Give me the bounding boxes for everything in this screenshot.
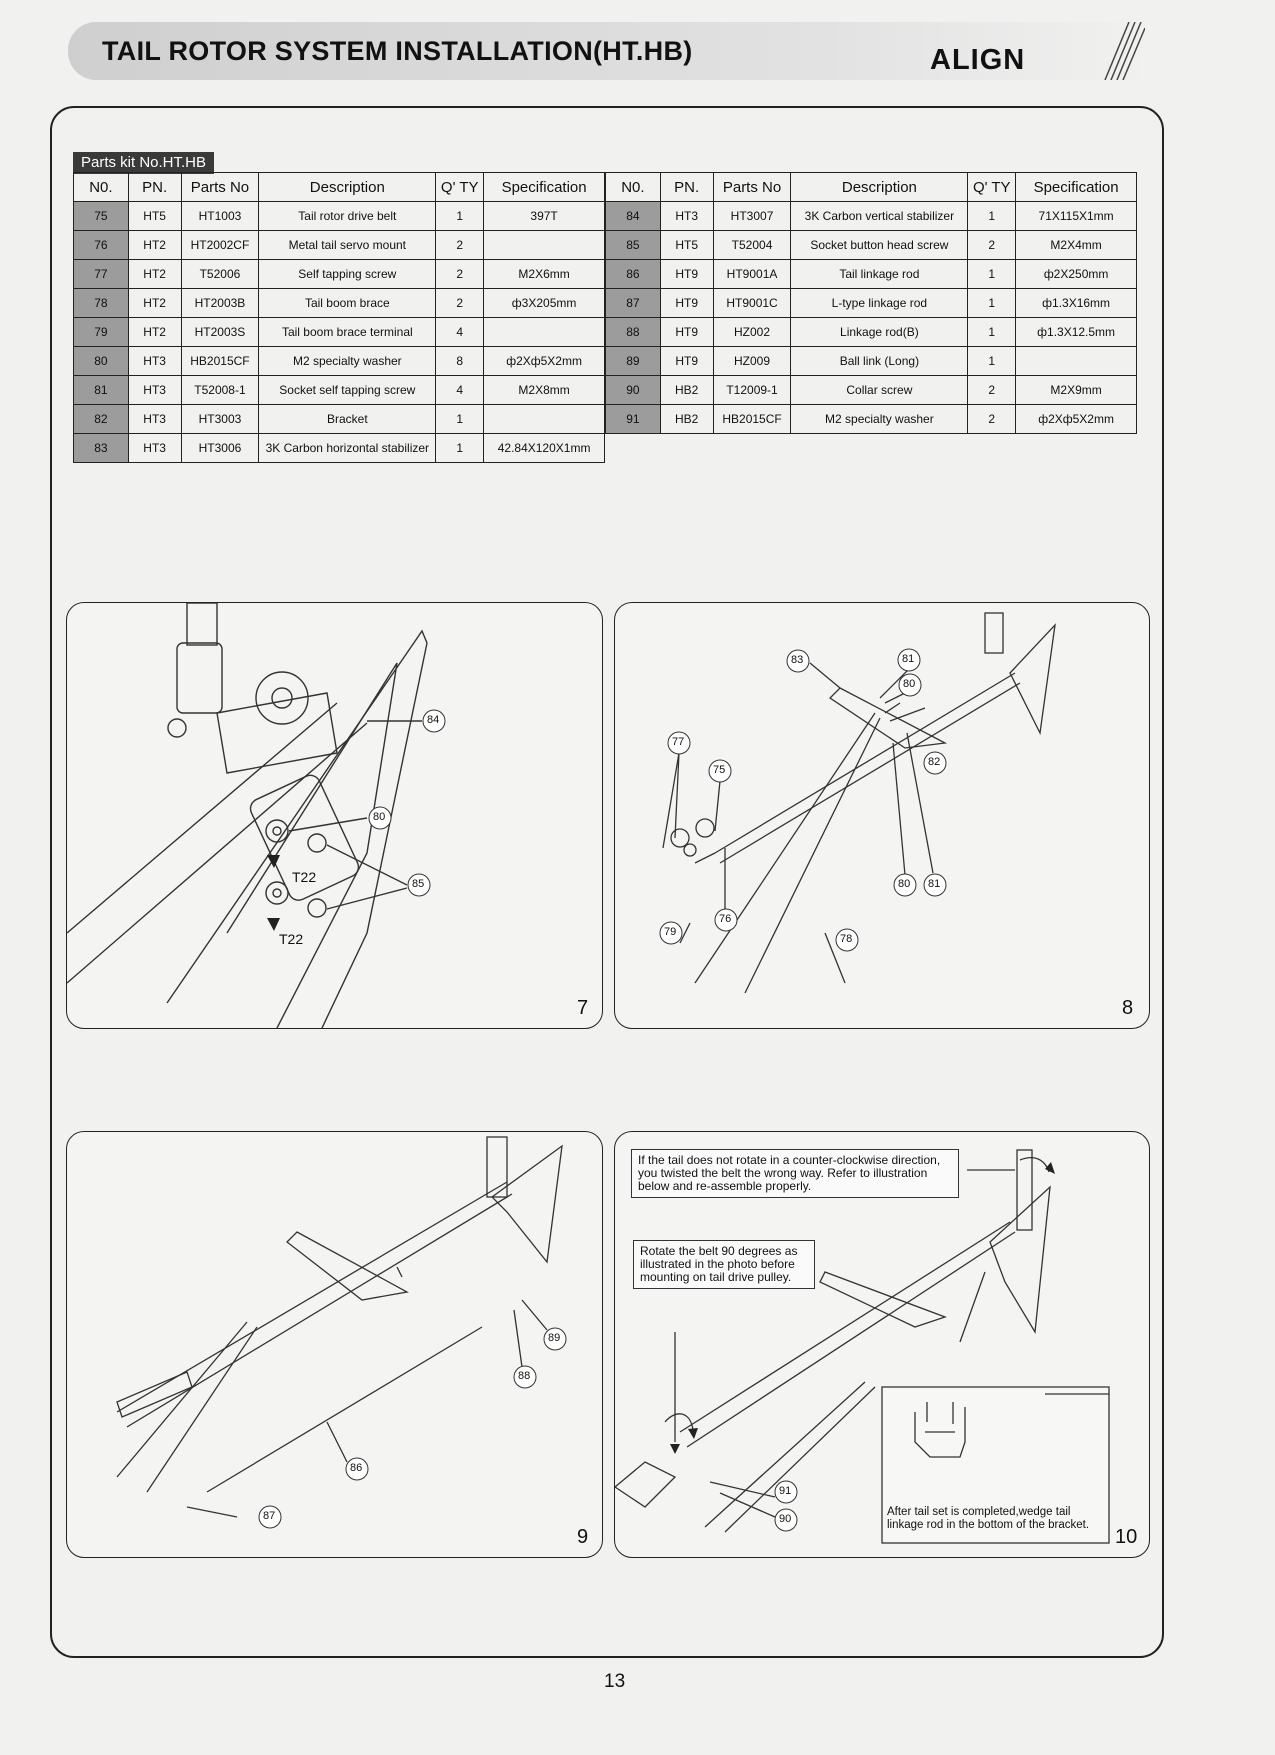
step-7-label-85: 85	[412, 878, 425, 890]
spec-cell: M2X6mm	[484, 260, 605, 289]
table-row	[74, 202, 605, 231]
pn-cell: HT5	[660, 231, 713, 260]
step-8-label-80: 80	[903, 678, 916, 690]
step-8-number: 8	[1122, 997, 1134, 1019]
description-cell: Tail rotor drive belt	[259, 202, 436, 231]
step-7-illustration	[67, 603, 602, 1028]
step-8-label-78: 78	[840, 933, 853, 945]
qty-cell: 1	[968, 260, 1016, 289]
part-number-cell: 81	[74, 376, 129, 405]
part-number-cell: 84	[606, 202, 661, 231]
spec-cell: ф3X205mm	[484, 289, 605, 318]
qty-cell: 2	[968, 376, 1016, 405]
spec-cell	[484, 318, 605, 347]
step-7-tool-label-2: T22	[279, 931, 304, 947]
step-8-label-83: 83	[791, 654, 804, 666]
parts-no-cell: HT2002CF	[181, 231, 259, 260]
qty-cell: 4	[436, 318, 484, 347]
page-title: TAIL ROTOR SYSTEM INSTALLATION(HT.HB)	[102, 36, 693, 66]
table-row	[606, 202, 1137, 231]
col-qty: Q' TY	[968, 173, 1016, 202]
parts-no-cell: HT3007	[713, 202, 791, 231]
spec-cell: M2X9mm	[1016, 376, 1137, 405]
spec-cell: ф2Xф5X2mm	[1016, 405, 1137, 434]
part-number-cell: 88	[606, 318, 661, 347]
step-9-illustration	[67, 1132, 602, 1557]
table-row	[74, 260, 605, 289]
pn-cell: HT5	[128, 202, 181, 231]
step-9-number: 9	[577, 1526, 589, 1548]
description-cell: Metal tail servo mount	[259, 231, 436, 260]
table-row	[74, 347, 605, 376]
col-no: N0.	[606, 173, 661, 202]
col-pn: PN.	[660, 173, 713, 202]
step-7-panel	[66, 602, 603, 1029]
table-row	[74, 289, 605, 318]
part-number-cell: 83	[74, 434, 129, 463]
qty-cell: 1	[968, 202, 1016, 231]
parts-no-cell: HT1003	[181, 202, 259, 231]
part-number-cell: 89	[606, 347, 661, 376]
pn-cell: HB2	[660, 405, 713, 434]
align-logo: ALIGN	[930, 44, 1026, 76]
pn-cell: HT3	[128, 434, 181, 463]
table-row	[74, 231, 605, 260]
description-cell: Self tapping screw	[259, 260, 436, 289]
part-number-cell: 82	[74, 405, 129, 434]
col-qty: Q' TY	[436, 173, 484, 202]
step-8-label-80b: 80	[898, 878, 911, 890]
description-cell: Ball link (Long)	[791, 347, 968, 376]
part-number-cell: 87	[606, 289, 661, 318]
col-no: N0.	[74, 173, 129, 202]
pn-cell: HT3	[128, 405, 181, 434]
wrong-way-note: If the tail does not rotate in a counter-clockwise direction, you twisted the belt the wrong way. Refer to illustration below and re-assemble properly.	[631, 1149, 959, 1198]
parts-table-left	[73, 172, 605, 463]
step-8-label-81: 81	[902, 653, 915, 665]
col-pn: PN.	[128, 173, 181, 202]
qty-cell: 1	[436, 202, 484, 231]
qty-cell: 2	[968, 405, 1016, 434]
step-8-illustration	[615, 603, 1149, 1028]
step-10-panel	[614, 1131, 1150, 1558]
step-9-label-86: 86	[350, 1462, 363, 1474]
col-description: Description	[791, 173, 968, 202]
pn-cell: HT2	[128, 231, 181, 260]
header-slashes-decoration	[1085, 22, 1145, 80]
step-8-label-79: 79	[664, 926, 677, 938]
description-cell: L-type linkage rod	[791, 289, 968, 318]
table-row	[606, 376, 1137, 405]
description-cell: Tail linkage rod	[791, 260, 968, 289]
description-cell: Bracket	[259, 405, 436, 434]
part-number-cell: 76	[74, 231, 129, 260]
description-cell: Tail boom brace	[259, 289, 436, 318]
parts-no-cell: HT3003	[181, 405, 259, 434]
step-9-label-87: 87	[263, 1510, 276, 1522]
parts-no-cell: T52008-1	[181, 376, 259, 405]
spec-cell: 42.84X120X1mm	[484, 434, 605, 463]
table-row	[606, 347, 1137, 376]
step-8-label-81b: 81	[928, 878, 941, 890]
parts-no-cell: HB2015CF	[181, 347, 259, 376]
parts-kit-label: Parts kit No.HT.HB	[73, 152, 214, 174]
step-7-label-84: 84	[427, 714, 440, 726]
table-row	[606, 405, 1137, 434]
pn-cell: HT2	[128, 289, 181, 318]
parts-no-cell: T52006	[181, 260, 259, 289]
spec-cell: 71X115X1mm	[1016, 202, 1137, 231]
parts-no-cell: HT3006	[181, 434, 259, 463]
table-row	[606, 260, 1137, 289]
step-7-tool-label-1: T22	[292, 869, 317, 885]
rotate-belt-note: Rotate the belt 90 degrees as illustrated in the photo before mounting on tail drive pulley.	[633, 1240, 815, 1289]
parts-no-cell: HT2003B	[181, 289, 259, 318]
step-10-number: 10	[1115, 1526, 1138, 1548]
spec-cell: ф2Xф5X2mm	[484, 347, 605, 376]
qty-cell: 1	[436, 405, 484, 434]
part-number-cell: 78	[74, 289, 129, 318]
spec-cell: ф1.3X16mm	[1016, 289, 1137, 318]
qty-cell: 1	[968, 289, 1016, 318]
part-number-cell: 75	[74, 202, 129, 231]
pn-cell: HT2	[128, 318, 181, 347]
part-number-cell: 85	[606, 231, 661, 260]
pn-cell: HT3	[660, 202, 713, 231]
qty-cell: 1	[968, 318, 1016, 347]
step-8-label-75: 75	[713, 764, 726, 776]
spec-cell: 397T	[484, 202, 605, 231]
qty-cell: 2	[436, 289, 484, 318]
spec-cell	[1016, 347, 1137, 376]
description-cell: Linkage rod(B)	[791, 318, 968, 347]
step-10-label-90: 90	[779, 1513, 792, 1525]
qty-cell: 1	[436, 434, 484, 463]
parts-table-right	[605, 172, 1137, 434]
description-cell: 3K Carbon vertical stabilizer	[791, 202, 968, 231]
table-row	[606, 231, 1137, 260]
parts-no-cell: T12009-1	[713, 376, 791, 405]
part-number-cell: 86	[606, 260, 661, 289]
pn-cell: HT2	[128, 260, 181, 289]
description-cell: Socket self tapping screw	[259, 376, 436, 405]
col-description: Description	[259, 173, 436, 202]
description-cell: Collar screw	[791, 376, 968, 405]
description-cell: M2 specialty washer	[791, 405, 968, 434]
step-10-label-91: 91	[779, 1485, 792, 1497]
step-8-panel	[614, 602, 1150, 1029]
spec-cell: M2X4mm	[1016, 231, 1137, 260]
page-number: 13	[604, 1671, 626, 1692]
description-cell: 3K Carbon horizontal stabilizer	[259, 434, 436, 463]
parts-no-cell: HT9001A	[713, 260, 791, 289]
table-row	[606, 318, 1137, 347]
col-specification: Specification	[484, 173, 605, 202]
step-9-label-89: 89	[548, 1332, 561, 1344]
pn-cell: HT9	[660, 260, 713, 289]
spec-cell: M2X8mm	[484, 376, 605, 405]
table-row	[74, 376, 605, 405]
pn-cell: HT9	[660, 347, 713, 376]
step-7-label-80: 80	[373, 811, 386, 823]
col-specification: Specification	[1016, 173, 1137, 202]
spec-cell	[484, 231, 605, 260]
table-row	[74, 405, 605, 434]
part-number-cell: 79	[74, 318, 129, 347]
pn-cell: HT3	[128, 376, 181, 405]
description-cell: M2 specialty washer	[259, 347, 436, 376]
spec-cell	[484, 405, 605, 434]
table-row	[74, 434, 605, 463]
part-number-cell: 77	[74, 260, 129, 289]
qty-cell: 4	[436, 376, 484, 405]
pn-cell: HT3	[128, 347, 181, 376]
col-parts-no: Parts No	[181, 173, 259, 202]
step-8-label-76: 76	[719, 913, 732, 925]
step-9-panel	[66, 1131, 603, 1558]
description-cell: Socket button head screw	[791, 231, 968, 260]
table-row	[74, 318, 605, 347]
qty-cell: 2	[436, 260, 484, 289]
table-row	[606, 289, 1137, 318]
step-8-label-82: 82	[928, 756, 941, 768]
description-cell: Tail boom brace terminal	[259, 318, 436, 347]
qty-cell: 2	[968, 231, 1016, 260]
step-8-label-77: 77	[672, 736, 685, 748]
part-number-cell: 90	[606, 376, 661, 405]
spec-cell: ф2X250mm	[1016, 260, 1137, 289]
parts-no-cell: HZ002	[713, 318, 791, 347]
qty-cell: 2	[436, 231, 484, 260]
pn-cell: HT9	[660, 318, 713, 347]
step-9-label-88: 88	[518, 1370, 531, 1382]
part-number-cell: 80	[74, 347, 129, 376]
pn-cell: HT9	[660, 289, 713, 318]
step-7-number: 7	[577, 997, 589, 1019]
parts-no-cell: HT2003S	[181, 318, 259, 347]
parts-no-cell: HT9001C	[713, 289, 791, 318]
parts-no-cell: HZ009	[713, 347, 791, 376]
parts-no-cell: T52004	[713, 231, 791, 260]
col-parts-no: Parts No	[713, 173, 791, 202]
parts-no-cell: HB2015CF	[713, 405, 791, 434]
wedge-rod-note: After tail set is completed,wedge tail linkage rod in the bottom of the bracket.	[887, 1506, 1090, 1531]
pn-cell: HB2	[660, 376, 713, 405]
part-number-cell: 91	[606, 405, 661, 434]
spec-cell: ф1.3X12.5mm	[1016, 318, 1137, 347]
qty-cell: 1	[968, 347, 1016, 376]
qty-cell: 8	[436, 347, 484, 376]
